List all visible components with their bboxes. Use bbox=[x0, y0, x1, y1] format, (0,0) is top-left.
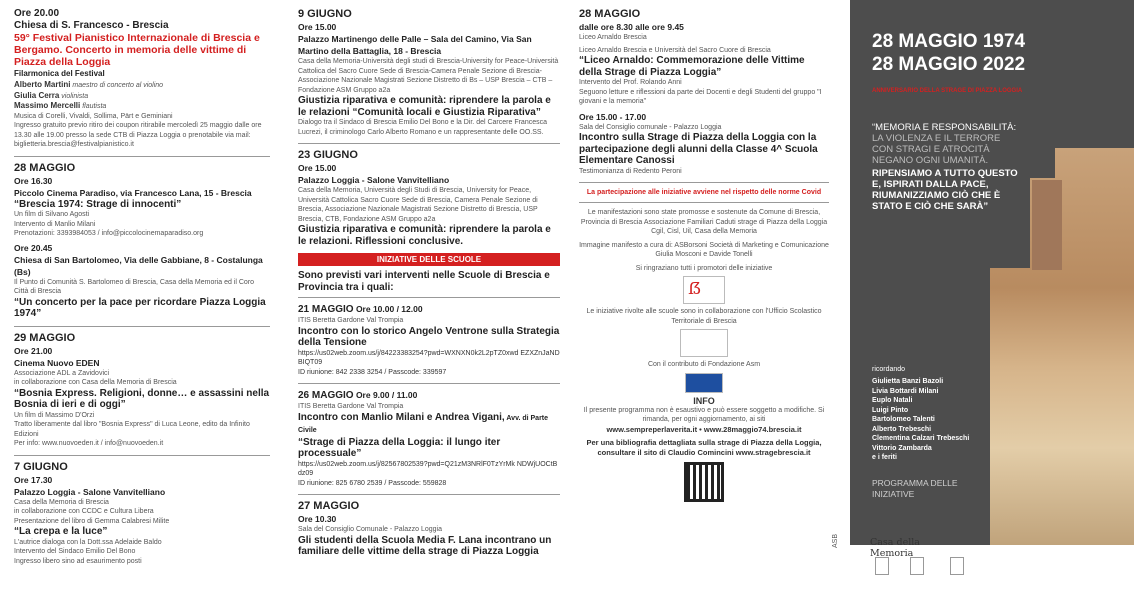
event-place: Palazzo Martinengo delle Palle – Sala del Camino, Via San Martino della Battaglia, 18 - Brescia bbox=[298, 34, 532, 56]
quote-line-2: LA VIOLENZA E IL TERRORE CON STRAGI E ATROCITÀ NEGANO OGNI UMANITÀ. bbox=[872, 133, 1001, 166]
program-label: PROGRAMMA DELLE INIZIATIVE bbox=[872, 478, 958, 499]
event-9-giugno bbox=[298, 8, 560, 137]
victim-name: Luigi Pinto bbox=[872, 406, 909, 414]
event-23-giugno bbox=[298, 149, 560, 247]
cover-title-2022: 28 MAGGIO 2022 bbox=[872, 54, 1026, 75]
photo-mask bbox=[1030, 148, 1055, 178]
event-school: ITIS Beretta Gardone Val Trompia bbox=[298, 317, 404, 324]
event-title: “La crepa e la luce” bbox=[14, 526, 108, 537]
event-school: ITIS Beretta Gardone Val Trompia bbox=[298, 403, 404, 410]
performer: Filarmonica del Festival bbox=[14, 69, 105, 78]
event-place: Palazzo Loggia - Salone Vanvitelliano bbox=[14, 486, 166, 497]
column-2 bbox=[298, 0, 560, 592]
event-place: Sala del Consiglio Comunale - Palazzo Loggia bbox=[298, 526, 442, 533]
event-date: 27 MAGGIO bbox=[298, 500, 360, 512]
victim-name: Alberto Trebeschi bbox=[872, 425, 932, 433]
clock-tower-image bbox=[1032, 180, 1062, 270]
divider bbox=[298, 143, 560, 144]
event-detail: Tratto liberamente dal libro "Bosnia Express" di Luca Leone, edito da Infinito Edizioni bbox=[14, 421, 250, 438]
event-date: 9 GIUGNO bbox=[298, 8, 352, 20]
event-28-maggio-schools bbox=[579, 8, 829, 176]
event-detail: in collaborazione con CCDC e Cultura Libera bbox=[14, 508, 154, 515]
quote-line-3: RIPENSIAMO A TUTTO QUESTO E, ISPIRATI DALLA PACE, RIUMANIZZIAMO CIÒ CHE È STATO E CIÒ CHE SARÀ” bbox=[872, 168, 1018, 212]
event-detail: Dialogo tra il Sindaco di Brescia Emilio Del Bono e la Dir. del Carcere Francesca Lucrezi, il criminologo Carlo Alberto Romano e un rappresentante delle OO.SS. bbox=[298, 119, 547, 136]
victim-name: Vittorio Zambarda bbox=[872, 444, 932, 452]
event-date: 21 MAGGIO Ore 10.00 / 12.00 bbox=[298, 304, 423, 315]
event-place: Liceo Arnaldo Brescia bbox=[579, 34, 647, 41]
event-detail: Presentazione del libro di Gemma Calabresi Milite bbox=[14, 517, 170, 525]
column-3 bbox=[579, 0, 829, 592]
associazione-crest bbox=[910, 557, 924, 575]
meeting-id: ID riunione: 825 6780 2539 / Passcode: 559828 bbox=[298, 479, 447, 487]
divider bbox=[14, 326, 270, 327]
quote-line-1: “MEMORIA E RESPONSABILITÀ: bbox=[872, 122, 1017, 133]
school-event-26-maggio bbox=[298, 389, 560, 488]
event-date: 23 GIUGNO bbox=[298, 149, 358, 161]
victim-name: Euplo Natali bbox=[872, 397, 913, 404]
divider bbox=[579, 182, 829, 183]
event-time: Ore 20.45 bbox=[14, 242, 53, 253]
promoters-logo: ẞ bbox=[683, 276, 725, 304]
event-detail: Testimonianza di Redento Peroni bbox=[579, 167, 682, 175]
event-detail: Intervento del Sindaco Emilio Del Bono bbox=[14, 548, 136, 555]
promoters-text: Le manifestazioni sono state promosse e sostenute da Comune di Brescia, Provincia di Brescia Associazione Familiari Caduti strage di Piazza della Loggia Cgil, Cisl, Uil, Casa della Memoria bbox=[580, 209, 828, 235]
victims-list bbox=[872, 377, 1022, 463]
event-29-maggio bbox=[14, 332, 270, 449]
covid-note: La partecipazione alle iniziative avviene nel rispetto delle norme Covid bbox=[586, 189, 822, 196]
asb-logo: ASB bbox=[832, 533, 839, 548]
event-detail: Casa della Memoria, Università degli Studi di Brescia, University for Peace, Università Cattolica Sacro Cuore Sede di Brescia, Camera Penale Sezione di Brescia, Associazione Nazionale Magistrati Sezione Distretto di Brescia, USP Brescia, CTB, Fondazione ASM Gruppo a2a bbox=[298, 187, 538, 223]
event-festival bbox=[14, 8, 270, 150]
event-place: Chiesa di S. Francesco - Brescia bbox=[14, 20, 169, 31]
event-place: Palazzo Loggia - Salone Vanvitelliano bbox=[298, 175, 450, 185]
event-28-maggio bbox=[14, 162, 270, 320]
event-title: Incontro con Manlio Milani e Andrea Vigani, Avv. di Parte Civile bbox=[298, 411, 549, 434]
cover-title-1974: 28 MAGGIO 1974 bbox=[872, 31, 1026, 52]
asm-logo bbox=[685, 373, 723, 393]
event-time: Ore 16.30 bbox=[14, 175, 53, 186]
provincia-crest bbox=[950, 557, 964, 575]
event-detail: L'autrice dialoga con la Dott.ssa Adelaide Baldo bbox=[14, 538, 162, 546]
event-detail: Associazione ADL a Zavidovici bbox=[14, 369, 110, 377]
event-title: “Brescia 1974: Strage di innocenti” bbox=[14, 198, 182, 210]
event-time: Ore 20.00 bbox=[14, 8, 60, 19]
cover-subtitle: ANNIVERSARIO DELLA STRAGE DI PIAZZA LOGGIA bbox=[872, 88, 1023, 94]
meeting-id: ID riunione: 842 2338 3254 / Passcode: 339597 bbox=[298, 368, 447, 376]
event-detail: Ingresso libero sino ad esaurimento posti bbox=[14, 557, 142, 565]
event-title: “Strage di Piazza della Loggia: il lungo iter processuale” bbox=[298, 436, 501, 459]
performer: Massimo Mercelli flautista bbox=[14, 101, 107, 110]
event-title: Incontro con lo storico Angelo Ventrone sulla Strategia della Tensione bbox=[298, 325, 560, 348]
event-time: Ore 21.00 bbox=[14, 345, 53, 356]
event-time: Ore 17.30 bbox=[14, 474, 53, 485]
event-title: Giustizia riparativa e comunità: riprendere la parola e le relazioni “Comunità locali e Giustizia Riparativa” bbox=[298, 95, 551, 118]
schools-banner: INIZIATIVE DELLE SCUOLE bbox=[298, 253, 560, 266]
thanks-text: Si ringraziano tutti i promotori delle iniziative bbox=[635, 264, 773, 272]
event-title: “Liceo Arnaldo: Commemorazione delle Vittime della Strage di Piazza Loggia” bbox=[579, 55, 805, 78]
casa-memoria-logo-text: Casa della Memoria bbox=[870, 537, 920, 559]
ufficio-scolastico-logo bbox=[680, 329, 728, 357]
event-detail: Casa della Memoria-Università degli studi di Brescia-University for Peace-Università Cattolica del Sacro Cuore Sede di Brescia-Camera Penale Sezione di Brescia-Associazione Nazionale Magistrati Sezione Distretto di Bs – USP Brescia – CTB – Fondazione ASM Gruppo a2a bbox=[298, 58, 559, 94]
school-event-27-maggio bbox=[298, 500, 560, 558]
event-7-giugno bbox=[14, 461, 270, 567]
event-contact: Per info: www.nuovoeden.it / info@nuovoeden.it bbox=[14, 440, 164, 447]
schools-intro: Sono previsti vari interventi nelle Scuole di Brescia e Provincia tra i quali: bbox=[298, 270, 550, 293]
event-detail: Intervento di Manlio Milani bbox=[14, 220, 96, 228]
program-text: Musica di Corelli, Vivaldi, Sollima, Pärt e Geminiani bbox=[14, 112, 173, 120]
zoom-link[interactable]: https://us02web.zoom.us/j/82567802539?pwd=Q21zM3NRlF0TzYrMk NDWjUOCtBdz09 bbox=[298, 460, 558, 477]
event-place: Sala del Consiglio comunale - Palazzo Loggia bbox=[579, 123, 722, 131]
event-place: Cinema Nuovo EDEN bbox=[14, 357, 100, 368]
event-time: Ore 15.00 bbox=[298, 163, 337, 173]
victim-name: e i feriti bbox=[872, 454, 897, 461]
event-date: 26 MAGGIO Ore 9.00 / 11.00 bbox=[298, 390, 418, 401]
divider bbox=[298, 297, 560, 298]
divider bbox=[14, 455, 270, 456]
victim-name: Bartolomeo Talenti bbox=[872, 416, 935, 423]
event-date: 28 MAGGIO bbox=[579, 8, 641, 20]
divider bbox=[14, 156, 270, 157]
victim-name: Livia Bottardi Milani bbox=[872, 387, 939, 395]
event-title: Incontro sulla Strage di Piazza della Loggia con la partecipazione degli alunni della Classe 4^ Scuola Elementare Canossi bbox=[579, 132, 818, 166]
event-title: Giustizia riparativa e comunità: riprendere la parola e le relazioni. Riflessioni conclusive. bbox=[298, 224, 551, 247]
event-contact: Prenotazioni: 3393984053 / info@piccolocinemaparadiso.org bbox=[14, 230, 204, 237]
event-time: Ore 15.00 bbox=[298, 22, 337, 32]
info-text: Il presente programma non è esaustivo e può essere soggetto a modifiche. Si rimanda, per ogni aggiornamento, ai siti bbox=[583, 406, 825, 423]
event-time: Ore 15.00 - 17.00 bbox=[579, 111, 647, 122]
zoom-link[interactable]: https://us02web.zoom.us/j/84223383254?pwd=WXNXN0k2L2pTZ0xwd EZXZnJaNDBIQT09 bbox=[298, 349, 560, 366]
event-time: Ore 10.30 bbox=[298, 514, 337, 524]
cover-quote bbox=[872, 122, 1022, 212]
event-time: dalle ore 8.30 alle ore 9.45 bbox=[579, 22, 684, 32]
event-date: 29 MAGGIO bbox=[14, 331, 76, 344]
info-sites-link[interactable]: www.sempreperlaverita.it • www.28maggio74.brescia.it bbox=[606, 424, 802, 434]
column-1 bbox=[14, 0, 270, 592]
comune-crest bbox=[875, 557, 889, 575]
asm-contribution-text: Con il contributo di Fondazione Asm bbox=[647, 361, 761, 368]
divider bbox=[298, 494, 560, 495]
performer: Giulia Cerra violinista bbox=[14, 90, 89, 100]
info-title: INFO bbox=[693, 395, 715, 406]
cover-title bbox=[872, 30, 1112, 76]
victim-name: Clementina Calzari Trebeschi bbox=[872, 435, 970, 442]
event-detail: Il Punto di Comunità S. Bartolomeo di Brescia, Casa della Memoria ed il Coro Città di Brescia bbox=[14, 278, 255, 295]
event-date: 28 MAGGIO bbox=[14, 161, 76, 174]
divider bbox=[298, 383, 560, 384]
event-detail: Intervento del Prof. Rolando Anni bbox=[579, 79, 682, 86]
divider bbox=[579, 202, 829, 203]
event-date: 7 GIUGNO bbox=[14, 460, 68, 473]
bibliography-text: Per una bibliografia dettagliata sulla strage di Piazza della Loggia, consultare il sito di Claudio Comincini www.stragebrescia.it bbox=[586, 437, 822, 457]
event-title: “Bosnia Express. Religioni, donne… e assassini nella Bosnia di ieri e di oggi” bbox=[14, 387, 270, 410]
schools-collab-text: Le iniziative rivolte alle scuole sono in collaborazione con l'Ufficio Scolastico Territoriale di Brescia bbox=[586, 308, 822, 325]
school-event-21-maggio bbox=[298, 303, 560, 377]
ricordando-label: ricordando bbox=[872, 366, 906, 373]
performer: Alberto Martini maestro di concerto al violino bbox=[14, 80, 164, 89]
event-title: 59° Festival Pianistico Internazionale di Brescia e Bergamo. Concerto in memoria delle vittime di Piazza della Loggia bbox=[14, 32, 260, 68]
credits-text: Immagine manifesto a cura di: ASBorsoni Società di Marketing e Comunicazione Giulia Mosconi e Davide Tonelli bbox=[579, 241, 829, 258]
event-detail: Seguono letture e riflessioni da parte dei Docenti e degli Studenti del gruppo "I giovani e la memoria" bbox=[579, 88, 822, 105]
event-place: Chiesa di San Bartolomeo, Via delle Gabbiane, 8 - Costalunga (Bs) bbox=[14, 254, 263, 277]
event-detail: Un film di Silvano Agosti bbox=[14, 211, 90, 218]
event-detail: Liceo Arnaldo Brescia e Università del Sacro Cuore di Brescia bbox=[579, 46, 771, 54]
qr-code bbox=[684, 462, 724, 502]
event-title: “Un concerto per la pace per ricordare Piazza Loggia 1974” bbox=[14, 296, 266, 319]
event-title: Gli studenti della Scuola Media F. Lana incontrano un familiare delle vittime della strage di Piazza Loggia bbox=[298, 534, 552, 557]
cover-panel bbox=[850, 0, 1134, 592]
event-detail: Un film di Massimo D'Orzi bbox=[14, 411, 95, 419]
victim-name: Giulietta Banzi Bazoli bbox=[872, 378, 944, 385]
event-place: Piccolo Cinema Paradiso, via Francesco Lana, 15 - Brescia bbox=[14, 187, 252, 198]
booking-text: Ingresso gratuito previo ritiro dei coupon ritirabile mercoledì 25 maggio dalle ore 13.30 alle 19.00 presso la sede CTB di Piazza Loggia o prenotabile via mail: biglietteria.brescia@festivalpianistico.it bbox=[14, 122, 262, 148]
event-detail: in collaborazione con Casa della Memoria di Brescia bbox=[14, 379, 177, 386]
sponsors-bar bbox=[850, 537, 1134, 592]
event-detail: Casa della Memoria di Brescia bbox=[14, 498, 109, 506]
